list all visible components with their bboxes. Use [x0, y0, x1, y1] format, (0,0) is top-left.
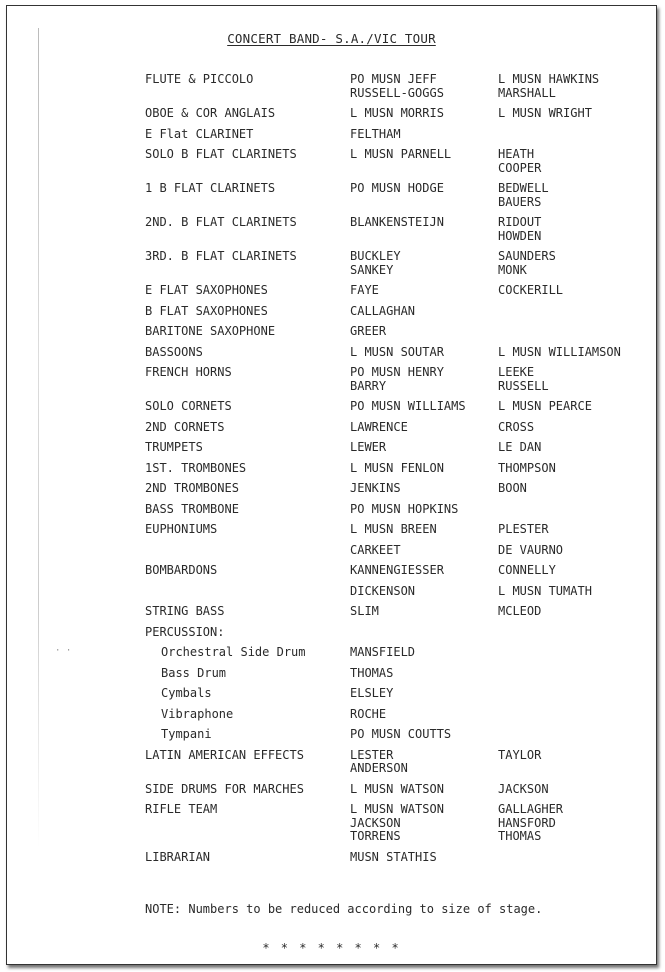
- player-name: L MUSN WRIGHT: [498, 106, 592, 120]
- section-label: E FLAT SAXOPHONES: [145, 283, 268, 297]
- section-label: BOMBARDONS: [145, 563, 218, 577]
- player-name: BAUERS: [498, 194, 542, 209]
- player-name: L MUSN WATSON: [350, 781, 444, 796]
- section-label: TRUMPETS: [145, 440, 203, 454]
- section-label: Vibraphone: [161, 706, 234, 721]
- player-name: BLANKENSTEIJN: [350, 215, 444, 229]
- roster-row: [145, 250, 650, 277]
- roster-row: [145, 646, 650, 660]
- section-label: STRING BASS: [145, 604, 225, 618]
- player-name: MARSHALL: [498, 85, 556, 100]
- player-name: L MUSN SOUTAR: [350, 344, 444, 359]
- second-players: [498, 216, 650, 243]
- section-label: [145, 544, 350, 558]
- roster-row: [145, 728, 650, 742]
- section-label: FRENCH HORNS: [145, 365, 232, 379]
- section-label: 2ND. B FLAT CLARINETS: [145, 215, 297, 229]
- second-players: [498, 441, 650, 455]
- player-name: RUSSELL-GOGGS: [350, 85, 444, 100]
- principal-players: [350, 708, 498, 722]
- principal-players: [350, 667, 498, 681]
- second-players: [498, 346, 650, 360]
- player-name: GALLAGHER: [498, 802, 564, 816]
- principal-players: [350, 728, 498, 742]
- second-players: [498, 305, 650, 319]
- roster-row: [145, 687, 650, 701]
- principal-players: [350, 400, 498, 414]
- player-name: GREER: [350, 324, 387, 338]
- roster-row: [145, 749, 650, 776]
- player-name: CROSS: [498, 419, 535, 434]
- player-name: L MUSN BREEN: [350, 522, 437, 536]
- second-players: [498, 646, 650, 660]
- roster-row: [145, 441, 650, 455]
- roster-row: [145, 346, 650, 360]
- section-label: [145, 585, 350, 599]
- roster-row: [145, 544, 650, 558]
- player-name: L MUSN WILLIAMSON: [498, 344, 621, 359]
- document-title-text: CONCERT BAND- S.A./VIC TOUR: [227, 31, 436, 46]
- player-name: PO MUSN HOPKINS: [350, 501, 459, 516]
- player-name: L MUSN WATSON: [350, 802, 444, 816]
- document-title: [7, 31, 656, 46]
- second-players: [498, 421, 650, 435]
- section-label: B FLAT SAXOPHONES: [145, 303, 268, 318]
- second-players: [498, 783, 650, 797]
- player-name: SANKEY: [350, 262, 394, 277]
- player-name: JACKSON: [350, 815, 401, 830]
- section-label: Orchestral Side Drum: [161, 645, 306, 659]
- player-name: COCKERILL: [498, 283, 564, 297]
- player-name: MCLEOD: [498, 604, 542, 618]
- principal-players: [350, 366, 498, 393]
- roster-row: [145, 284, 650, 298]
- roster-row: [145, 400, 650, 414]
- section-label: E Flat CLARINET: [145, 126, 254, 141]
- player-name: L MUSN PARNELL: [350, 147, 452, 161]
- player-name: TORRENS: [350, 829, 401, 843]
- principal-players: [350, 646, 498, 660]
- player-name: SAUNDERS: [498, 249, 556, 263]
- principal-players: [350, 783, 498, 797]
- band-roster: [145, 73, 650, 871]
- section-label: LIBRARIAN: [145, 849, 211, 864]
- principal-players: [350, 284, 498, 298]
- section-label: SOLO B FLAT CLARINETS: [145, 147, 297, 161]
- second-players: [498, 284, 650, 298]
- roster-row: [145, 667, 650, 681]
- player-name: PLESTER: [498, 522, 549, 536]
- player-name: L MUSN FENLON: [350, 460, 444, 475]
- second-players: [498, 544, 650, 558]
- principal-players: [350, 544, 498, 558]
- section-label: Cymbals: [161, 686, 212, 700]
- second-players: [498, 564, 650, 578]
- player-name: L MUSN TUMATH: [498, 583, 592, 598]
- principal-players: [350, 503, 498, 517]
- margin-mark: · ·: [55, 646, 72, 656]
- section-label: 1 B FLAT CLARINETS: [145, 181, 276, 195]
- roster-row: [145, 148, 650, 175]
- roster-row: [145, 107, 650, 121]
- end-stars: * * * * * * * *: [262, 941, 401, 955]
- player-name: CALLAGHAN: [350, 303, 416, 318]
- player-name: LESTER: [350, 747, 394, 762]
- principal-players: [350, 216, 498, 243]
- player-name: PO MUSN HENRY: [350, 365, 444, 379]
- principal-players: [350, 482, 498, 496]
- section-label: 3RD. B FLAT CLARINETS: [145, 249, 297, 263]
- section-label: LATIN AMERICAN EFFECTS: [145, 747, 304, 762]
- second-players: [498, 250, 650, 277]
- roster-row: [145, 503, 650, 517]
- section-label: BASSOONS: [145, 344, 203, 359]
- section-label: EUPHONIUMS: [145, 522, 218, 536]
- second-players: [498, 182, 650, 209]
- player-name: LEWER: [350, 440, 387, 454]
- principal-players: [350, 421, 498, 435]
- principal-players: [350, 803, 498, 844]
- player-name: CONNELLY: [498, 563, 556, 577]
- player-name: FELTHAM: [350, 126, 401, 141]
- section-label: PERCUSSION:: [145, 624, 225, 639]
- section-label: RIFLE TEAM: [145, 802, 218, 816]
- roster-row: [145, 605, 650, 619]
- principal-players: [350, 585, 498, 599]
- principal-players: [350, 346, 498, 360]
- section-label: BASS TROMBONE: [145, 501, 239, 516]
- player-name: LEEKE: [498, 365, 535, 379]
- roster-row: [145, 626, 650, 640]
- player-name: THOMAS: [498, 829, 542, 843]
- margin-rule: [38, 28, 39, 848]
- roster-row: [145, 523, 650, 537]
- roster-row: [145, 851, 650, 865]
- player-name: PO MUSN JEFF: [350, 72, 437, 86]
- principal-players: [350, 626, 498, 640]
- roster-row: [145, 73, 650, 100]
- principal-players: [350, 148, 498, 175]
- player-name: ELSLEY: [350, 686, 394, 700]
- second-players: [498, 585, 650, 599]
- player-name: DICKENSON: [350, 583, 416, 598]
- second-players: [498, 482, 650, 496]
- roster-row: [145, 708, 650, 722]
- second-players: [498, 148, 650, 175]
- player-name: HANSFORD: [498, 815, 556, 830]
- section-label: 2ND TROMBONES: [145, 481, 239, 495]
- player-name: JENKINS: [350, 481, 401, 495]
- player-name: MANSFIELD: [350, 645, 416, 659]
- section-label: 2ND CORNETS: [145, 419, 225, 434]
- second-players: [498, 687, 650, 701]
- principal-players: [350, 462, 498, 476]
- principal-players: [350, 182, 498, 209]
- second-players: [498, 728, 650, 742]
- player-name: L MUSN HAWKINS: [498, 72, 600, 86]
- principal-players: [350, 305, 498, 319]
- principal-players: [350, 250, 498, 277]
- player-name: L MUSN PEARCE: [498, 399, 592, 413]
- roster-row: [145, 216, 650, 243]
- principal-players: [350, 523, 498, 537]
- principal-players: [350, 107, 498, 121]
- second-players: [498, 366, 650, 393]
- player-name: MONK: [498, 262, 527, 277]
- player-name: THOMAS: [350, 665, 394, 680]
- second-players: [498, 708, 650, 722]
- principal-players: [350, 749, 498, 776]
- player-name: RUSSELL: [498, 378, 549, 393]
- section-label: Tympani: [161, 727, 212, 741]
- player-name: THOMPSON: [498, 460, 556, 475]
- roster-row: [145, 325, 650, 339]
- player-name: JACKSON: [498, 781, 549, 796]
- second-players: [498, 749, 650, 776]
- roster-row: [145, 803, 650, 844]
- second-players: [498, 128, 650, 142]
- player-name: PO MUSN COUTTS: [350, 727, 452, 741]
- player-name: RIDOUT: [498, 215, 542, 229]
- second-players: [498, 325, 650, 339]
- section-label: FLUTE & PICCOLO: [145, 72, 254, 86]
- player-name: BUCKLEY: [350, 249, 401, 263]
- second-players: [498, 523, 650, 537]
- section-label: BARITONE SAXOPHONE: [145, 324, 276, 338]
- player-name: PO MUSN WILLIAMS: [350, 399, 466, 413]
- principal-players: [350, 564, 498, 578]
- second-players: [498, 400, 650, 414]
- second-players: [498, 667, 650, 681]
- principal-players: [350, 605, 498, 619]
- roster-row: [145, 182, 650, 209]
- principal-players: [350, 851, 498, 865]
- roster-row: [145, 128, 650, 142]
- player-name: CARKEET: [350, 542, 401, 557]
- document-page: [6, 5, 657, 965]
- player-name: HOWDEN: [498, 228, 542, 243]
- second-players: [498, 503, 650, 517]
- player-name: ROCHE: [350, 706, 387, 721]
- section-label: SOLO CORNETS: [145, 399, 232, 413]
- section-label: Bass Drum: [161, 665, 227, 680]
- player-name: L MUSN MORRIS: [350, 106, 444, 120]
- second-players: [498, 73, 650, 100]
- second-players: [498, 107, 650, 121]
- principal-players: [350, 73, 498, 100]
- player-name: BOON: [498, 481, 527, 495]
- roster-row: [145, 305, 650, 319]
- roster-row: [145, 482, 650, 496]
- player-name: TAYLOR: [498, 747, 542, 762]
- roster-row: [145, 366, 650, 393]
- second-players: [498, 462, 650, 476]
- second-players: [498, 851, 650, 865]
- player-name: PO MUSN HODGE: [350, 181, 444, 195]
- player-name: DE VAURNO: [498, 542, 564, 557]
- player-name: ANDERSON: [350, 761, 408, 775]
- second-players: [498, 605, 650, 619]
- roster-row: [145, 462, 650, 476]
- player-name: FAYE: [350, 283, 379, 297]
- roster-row: [145, 783, 650, 797]
- player-name: LE DAN: [498, 440, 542, 454]
- player-name: COOPER: [498, 160, 542, 175]
- player-name: BEDWELL: [498, 181, 549, 195]
- section-label: 1ST. TROMBONES: [145, 460, 247, 475]
- player-name: BARRY: [350, 378, 387, 393]
- roster-row: [145, 585, 650, 599]
- player-name: HEATH: [498, 147, 535, 161]
- roster-row: [145, 421, 650, 435]
- player-name: MUSN STATHIS: [350, 849, 437, 864]
- section-label: OBOE & COR ANGLAIS: [145, 106, 276, 120]
- player-name: SLIM: [350, 604, 379, 618]
- second-players: [498, 803, 650, 844]
- principal-players: [350, 687, 498, 701]
- second-players: [498, 626, 650, 640]
- player-name: KANNENGIESSER: [350, 563, 444, 577]
- principal-players: [350, 441, 498, 455]
- section-label: SIDE DRUMS FOR MARCHES: [145, 781, 304, 796]
- player-name: LAWRENCE: [350, 419, 408, 434]
- stage-note: NOTE: Numbers to be reduced according to size of stage.: [145, 902, 543, 916]
- roster-row: [145, 564, 650, 578]
- principal-players: [350, 325, 498, 339]
- principal-players: [350, 128, 498, 142]
